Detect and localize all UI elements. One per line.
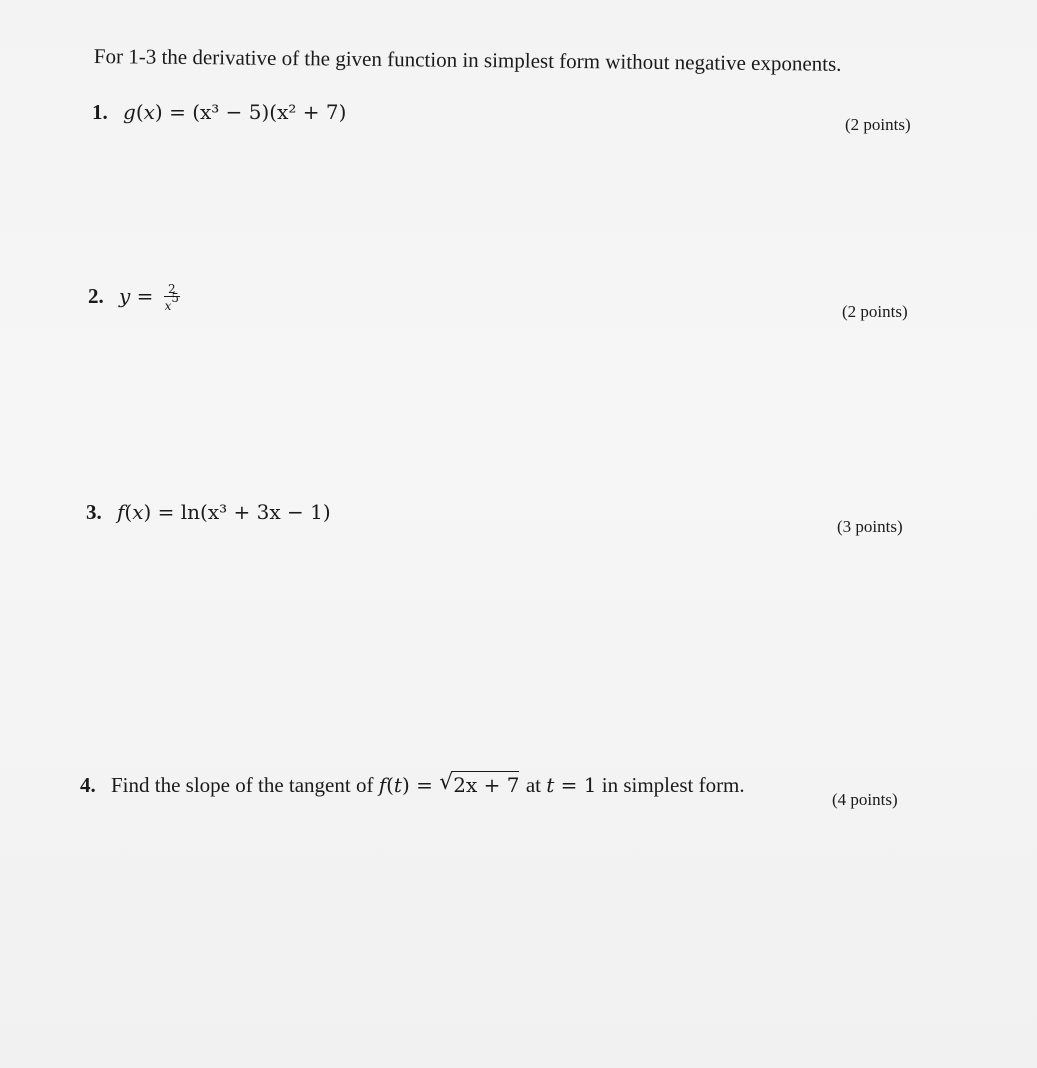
question-3-points: (3 points): [837, 517, 903, 536]
question-3-expression: ln(x³ + 3x − 1): [180, 500, 331, 524]
question-4-suffix: in simplest form.: [601, 773, 745, 797]
question-4-function: f(t) = √ 2x + 7: [378, 770, 520, 797]
question-4-prefix: Find the slope of the tangent of: [111, 773, 374, 797]
question-3: [86, 500, 331, 525]
question-4-points: (4 points): [832, 790, 898, 809]
question-1-function: g(x) = (x³ − 5)(x² + 7): [123, 100, 347, 124]
question-2-fraction: $\frac{2}{x^5}$: [164, 282, 179, 313]
instructions-text: For 1-3 the derivative of the given function in simplest form without negative exponents.: [93, 44, 842, 76]
question-4: 4. Find the slope of the tangent of f(t) = √ 2x + 7 at t = 1 in simplest form.: [80, 770, 745, 797]
question-number: 1.: [92, 100, 108, 124]
question-number: 3.: [86, 500, 102, 524]
question-4-at: at: [525, 773, 541, 797]
question-number: 4.: [80, 773, 96, 797]
question-4-sqrt: √ 2x + 7: [439, 770, 520, 797]
question-number: 2.: [88, 284, 104, 308]
question-2-function: y = $\frac{2}{x^5}$: [119, 282, 179, 313]
question-1-expression: (x³ − 5)(x² + 7): [192, 100, 347, 124]
question-3-function: f(x) = ln(x³ + 3x − 1): [117, 500, 331, 524]
question-2: [88, 283, 180, 312]
question-1: [92, 100, 346, 125]
question-2-points: (2 points): [842, 302, 908, 321]
question-1-points: (2 points): [845, 115, 911, 134]
